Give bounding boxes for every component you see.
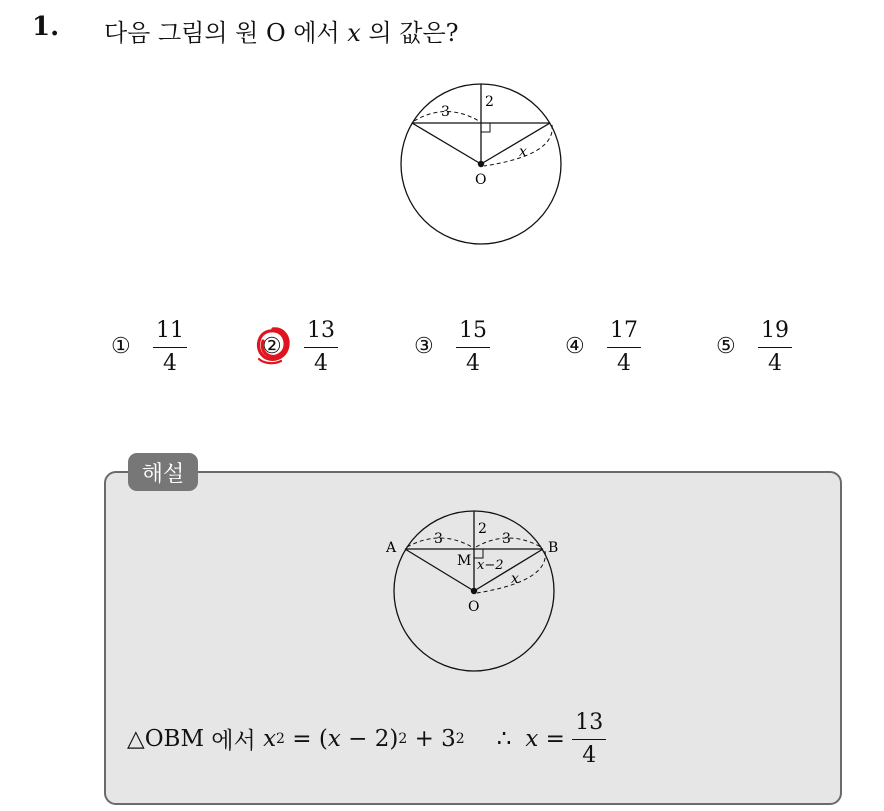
choice-2[interactable] [262,318,338,375]
choice-3[interactable] [414,318,490,375]
solution-eq-sign: = [284,725,319,752]
choice-3-fraction [456,318,490,375]
choice-2-fraction [304,318,338,375]
choice-1-denominator: 4 [163,351,177,376]
choice-1-symbol: ① [111,334,131,359]
solution-tag: 해설 [128,453,198,491]
figure-label-o: O [475,172,487,188]
choice-3-denominator: 4 [466,351,480,376]
solution-figure-label-2: 2 [478,521,487,537]
choice-5-fraction [758,318,792,375]
solution-text: 에서 [204,728,264,754]
choice-5[interactable] [716,318,792,375]
solution-paren-exp: 2 [398,730,408,747]
solution-result-denominator: 4 [582,743,597,768]
choice-3-numerator: 15 [456,318,490,348]
solution-figure [380,505,570,680]
solution-therefore: ∴ [496,725,512,752]
choice-4[interactable] [565,318,641,375]
solution-figure-label-a: A [386,540,397,556]
solution-figure-right-angle [474,549,483,558]
choice-2-numerator: 13 [304,318,338,348]
solution-result-var: x [525,725,539,752]
choice-5-symbol: ⑤ [716,334,736,359]
solution-figure-label-x: x [511,571,519,587]
solution-figure-label-3-left: 3 [434,531,443,547]
answer-circle-mark [253,323,293,367]
figure-center-dot [478,161,484,167]
solution-plus-exp: 2 [455,730,465,747]
answer-choices [0,318,884,388]
question-number: 1. [32,12,60,42]
solution-paren-rest: − 2) [340,725,399,752]
choice-1-numerator: 11 [153,318,187,348]
solution-result-fraction [572,710,606,767]
solution-lhs-exp: 2 [276,730,285,747]
question-text-after: 의 값은? [360,19,459,47]
figure-label-2: 2 [485,94,494,110]
choice-1-fraction [153,318,187,375]
choice-5-denominator: 4 [768,351,782,376]
choice-2-symbol: ② [262,334,282,359]
solution-lhs-var: x [263,725,277,752]
figure-radius-left [412,123,481,164]
choice-4-symbol: ④ [565,334,585,359]
solution-paren-open: ( [318,725,328,752]
choice-5-numerator: 19 [758,318,792,348]
solution-figure-label-b: B [548,540,559,556]
choice-4-numerator: 17 [607,318,641,348]
choice-1[interactable] [111,318,187,375]
choice-3-symbol: ③ [414,334,434,359]
solution-figure-label-m: M [457,553,472,569]
solution-figure-center-dot [471,588,477,594]
choice-2-denominator: 4 [314,351,328,376]
solution-plus-term: + 3 [407,725,456,752]
figure-label-x: x [519,144,527,160]
solution-figure-label-x-minus-2: x−2 [477,558,504,573]
solution-triangle: △OBM [127,725,204,752]
figure-radius-right [481,123,550,164]
choice-4-fraction [607,318,641,375]
solution-paren-var: x [327,725,341,752]
solution-result-eq: = [538,725,573,752]
solution-figure-label-o: O [468,599,480,615]
question-figure [396,80,566,250]
choice-4-denominator: 4 [617,351,631,376]
question-text [104,13,459,48]
figure-label-3: 3 [441,104,450,120]
solution-figure-label-3-right: 3 [502,531,511,547]
figure-right-angle [481,123,490,132]
question-variable: x [347,19,361,47]
solution-result-numerator: 13 [572,710,606,740]
solution-equation [127,710,606,767]
question-text-before: 다음 그림의 원 O 에서 [104,19,348,47]
